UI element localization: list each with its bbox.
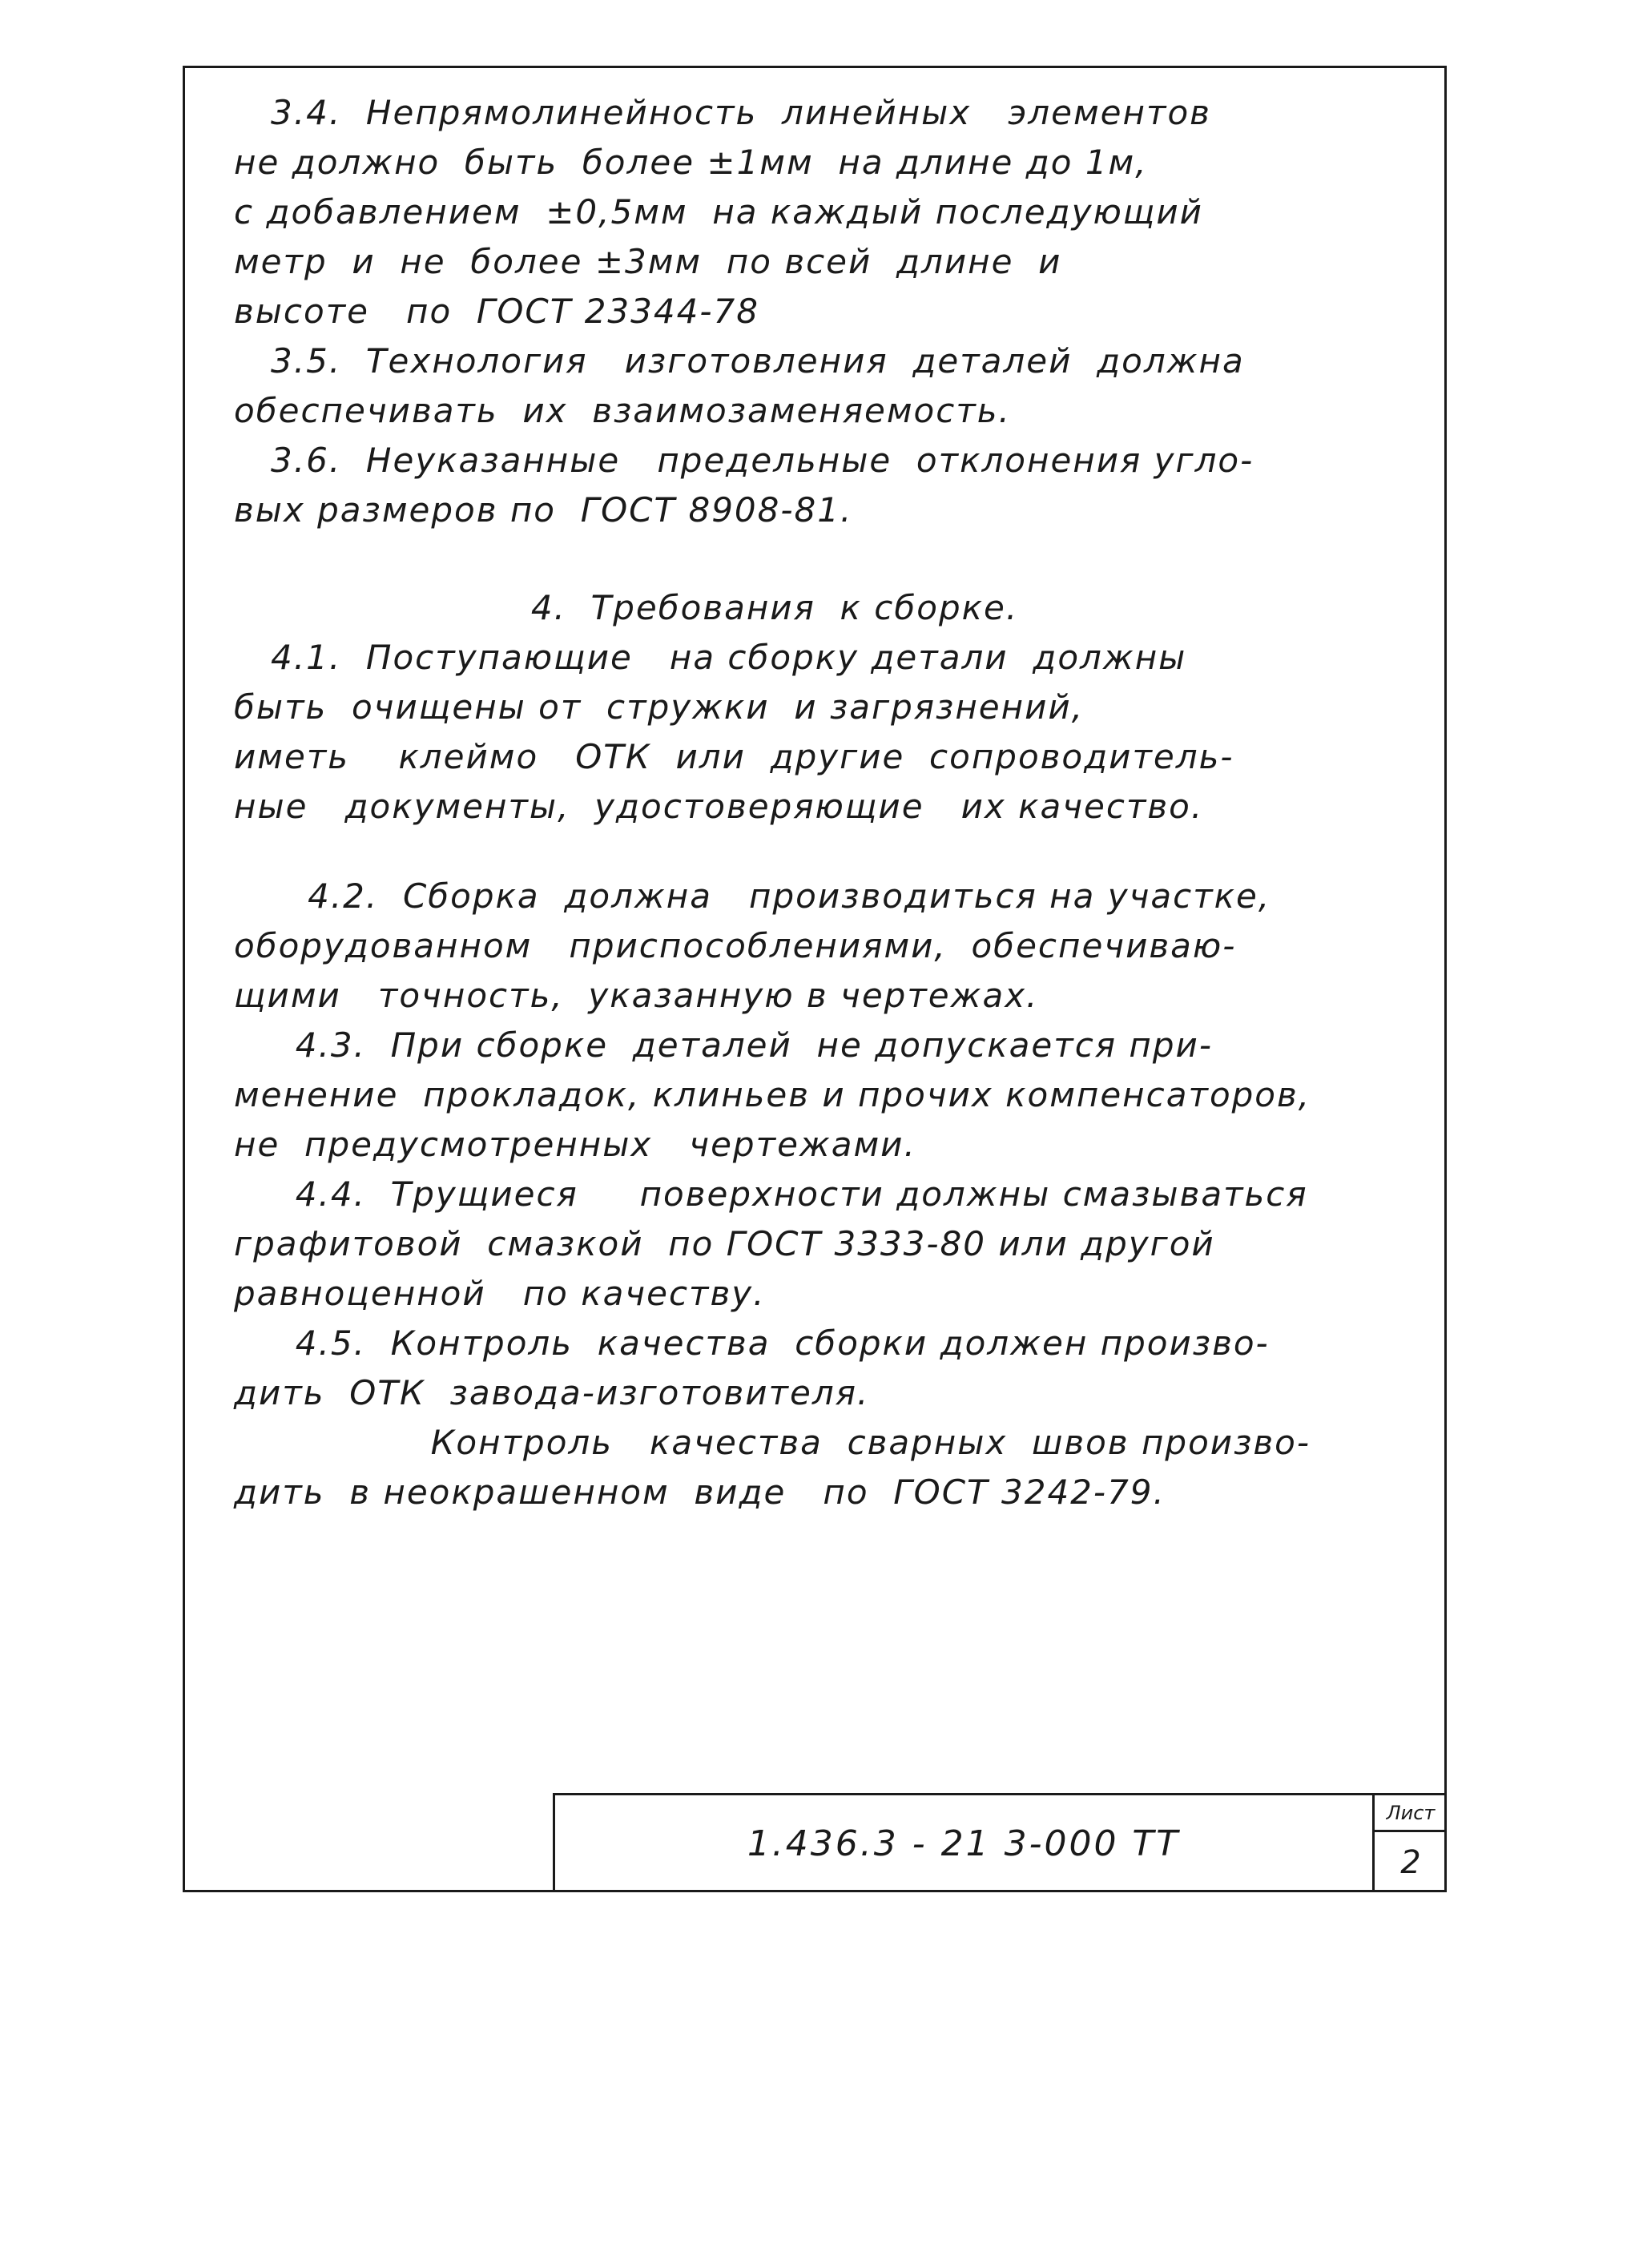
text-line: с добавлением ±0,5мм на каждый последующий: [234, 192, 1203, 232]
text-line: не должно быть более ±1мм на длине до 1м,: [234, 143, 1148, 182]
sheet-number: 2: [1400, 1843, 1421, 1881]
text-line: иметь клеймо ОТК или другие сопроводитель-: [234, 737, 1234, 776]
text-line: не предусмотренных чертежами.: [234, 1125, 916, 1164]
sheet-cell: [1372, 1795, 1447, 1892]
text-line: менение прокладок, клиньев и прочих компенсаторов,: [234, 1075, 1311, 1114]
text-line: 3.4. Непрямолинейность линейных элементов: [234, 93, 1211, 132]
text-line: метр и не более ±3мм по всей длине и: [234, 242, 1062, 281]
title-block: [553, 1793, 1447, 1892]
text-line: 3.6. Неуказанные предельные отклонения угло-: [234, 441, 1254, 480]
text-line: дить в неокрашенном виде по ГОСТ 3242-79.: [234, 1472, 1166, 1512]
text-line: вых размеров по ГОСТ 8908-81.: [234, 490, 853, 530]
document-designation: 1.436.3 - 21 3-000 ТТ: [747, 1823, 1181, 1864]
text-line: графитовой смазкой по ГОСТ 3333-80 или другой: [234, 1224, 1215, 1263]
text-line: обеспечивать их взаимозаменяемость.: [234, 391, 1011, 430]
section-heading: 4. Требования к сборке.: [530, 588, 1019, 627]
text-line: равноценной по качеству.: [234, 1274, 766, 1313]
text-line: 3.5. Технология изготовления деталей должна: [234, 341, 1245, 381]
text-line: быть очищены от стружки и загрязнений,: [234, 687, 1085, 727]
text-line: ные документы, удостоверяющие их качество.: [234, 787, 1204, 826]
document-body: [234, 88, 1436, 1517]
text-line: 4.2. Сборка должна производиться на участке,: [234, 876, 1271, 916]
text-line: оборудованном приспособлениями, обеспечиваю-: [234, 926, 1237, 965]
text-line: 4.4. Трущиеся поверхности должны смазываться: [234, 1174, 1308, 1214]
text-line: Контроль качества сварных швов произво-: [234, 1423, 1311, 1462]
sheet-label: Лист: [1375, 1795, 1447, 1832]
text-line: высоте по ГОСТ 23344-78: [234, 292, 759, 331]
text-line: 4.5. Контроль качества сборки должен произво-: [234, 1323, 1270, 1363]
text-line: 4.3. При сборке деталей не допускается при-: [234, 1025, 1213, 1065]
text-line: 4.1. Поступающие на сборку детали должны: [234, 638, 1187, 677]
text-line: щими точность, указанную в чертежах.: [234, 976, 1039, 1015]
text-line: дить ОТК завода-изготовителя.: [234, 1373, 870, 1412]
